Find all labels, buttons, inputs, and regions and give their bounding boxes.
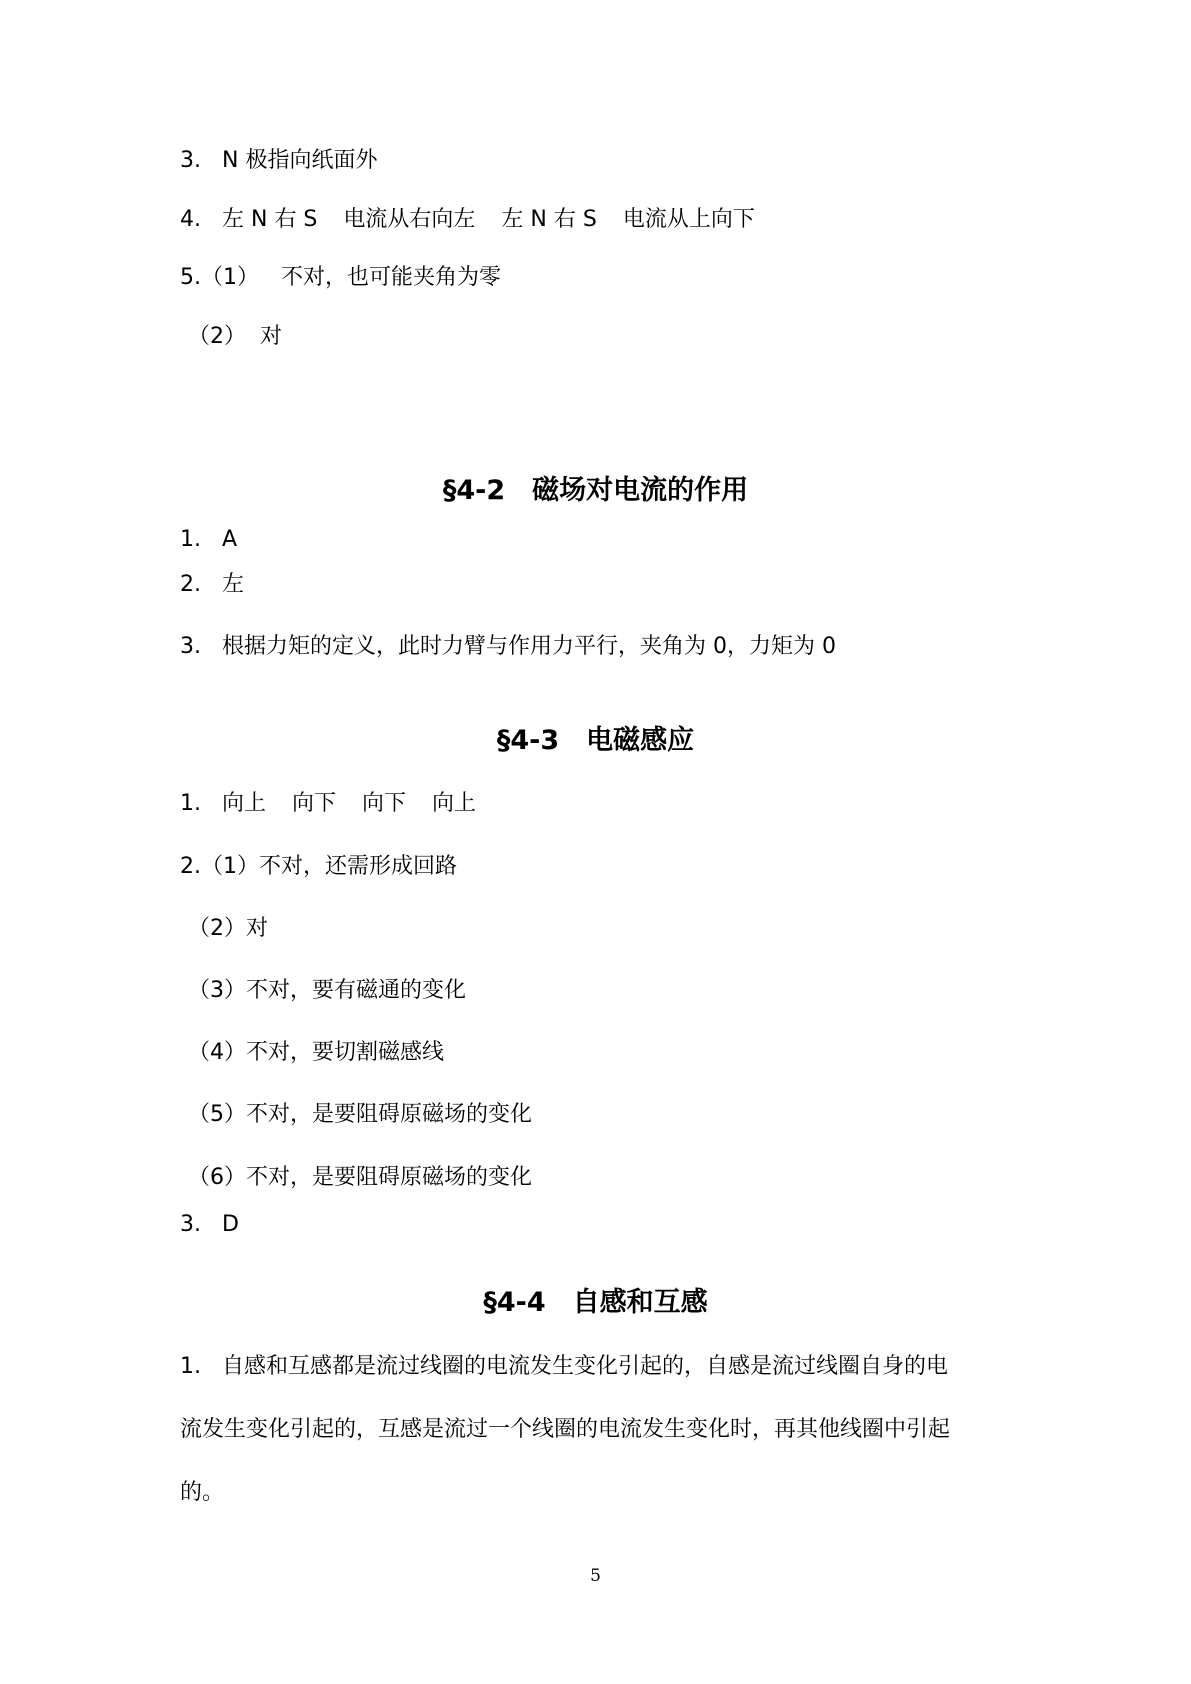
answer-4-4-1-line2: 流发生变化引起的，互感是流过一个线圈的电流发生变化时，再其他线圈中引起 (180, 1417, 951, 1442)
item-number: 3. (180, 634, 201, 659)
answer-4-3-2-5: （5）不对，是要阻碍原磁场的变化 (188, 1102, 532, 1127)
item-number: 5.（1） (180, 265, 259, 290)
section-heading-4-3: §4-3 电磁感应 (496, 725, 695, 756)
item-text: N 极指向纸面外 (222, 148, 378, 173)
answer-4-2-2 (180, 570, 244, 600)
answer-4-4-1-line3: 的。 (180, 1480, 225, 1505)
item-number: 2. (180, 572, 201, 597)
item-part: 左 N 右 S (501, 207, 597, 232)
item-text: 不对，也可能夹角为零 (281, 265, 502, 290)
answer-4-3-3 (180, 1210, 239, 1240)
answer-4-4-1-line1 (180, 1352, 948, 1382)
item-part: 左 N 右 S (222, 207, 318, 232)
answer-4-3-2-3: （3）不对，要有磁通的变化 (188, 978, 466, 1003)
item-text: 根据力矩的定义，此时力臂与作用力平行，夹角为 0，力矩为 0 (222, 634, 836, 659)
answer-4-3-1 (180, 789, 476, 819)
answer-4-1-5-1 (180, 263, 501, 293)
item-number: 4. (180, 207, 201, 232)
answer-4-1-4 (180, 205, 755, 235)
item-number: （2） (188, 324, 246, 349)
section-heading-4-2: §4-2 磁场对电流的作用 (442, 475, 749, 506)
item-number: 1. (180, 791, 201, 816)
item-part: 向下 (292, 791, 337, 816)
answer-4-1-3 (180, 146, 377, 176)
item-part: 向下 (362, 791, 407, 816)
answer-4-3-2-4: （4）不对，要切割磁感线 (188, 1040, 444, 1065)
answer-4-1-5-2 (188, 322, 282, 352)
page-number: 5 (590, 1566, 601, 1586)
item-part: 向上 (432, 791, 477, 816)
item-text: A (222, 527, 238, 552)
item-part: 向上 (222, 791, 267, 816)
item-text: D (222, 1212, 239, 1237)
answer-4-3-2-2: （2）对 (188, 916, 268, 941)
section-heading-4-4: §4-4 自感和互感 (483, 1287, 708, 1318)
item-text: 对 (260, 324, 283, 349)
item-number: 1. (180, 527, 201, 552)
answer-4-2-1 (180, 525, 237, 555)
answer-4-2-3 (180, 632, 836, 662)
item-text: 自感和互感都是流过线圈的电流发生变化引起的，自感是流过线圈自身的电 (222, 1354, 949, 1379)
item-text: 左 (222, 572, 245, 597)
answer-4-3-2-6: （6）不对，是要阻碍原磁场的变化 (188, 1165, 532, 1190)
answer-4-3-2-1: 2.（1）不对，还需形成回路 (180, 854, 457, 879)
item-part: 电流从上向下 (622, 207, 755, 232)
item-number: 1. (180, 1354, 201, 1379)
item-number: 3. (180, 1212, 201, 1237)
item-number: 3. (180, 148, 201, 173)
item-part: 电流从右向左 (343, 207, 476, 232)
